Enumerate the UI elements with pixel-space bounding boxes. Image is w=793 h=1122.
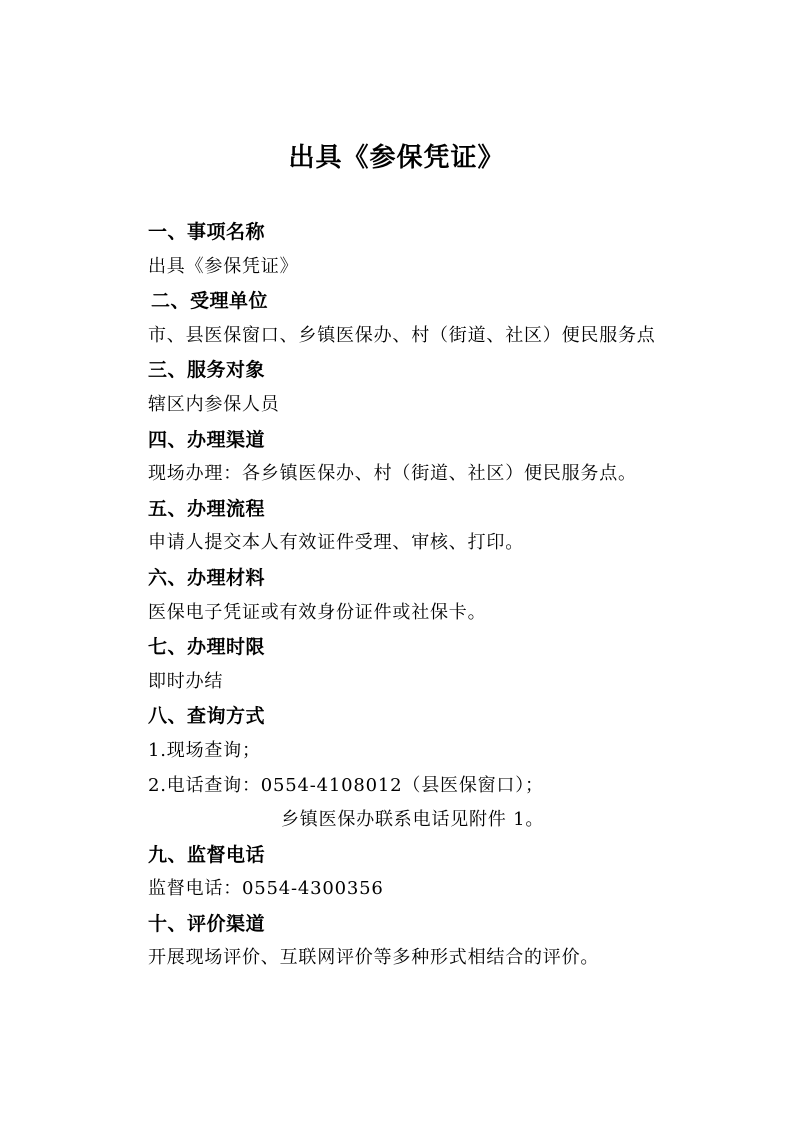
section-heading: 三、服务对象 [148,359,266,382]
document-title: 出具《参保凭证》 [288,143,505,173]
section-accepting-unit [148,284,768,353]
section-text: 现场办理：各乡镇医保办、村（街道、社区）便民服务点。 [148,463,637,485]
section-heading: 二、受理单位 [151,290,269,313]
section-process [148,492,768,561]
section-heading: 十、评价渠道 [148,912,266,935]
section-channel [148,423,768,492]
section-text: 出具《参保凭证》 [148,255,299,277]
section-heading: 七、办理时限 [148,636,266,659]
section-text: 辖区内参保人员 [148,393,280,415]
section-heading: 四、办理渠道 [148,428,266,451]
section-text: 乡镇医保办联系电话见附件 1。 [281,809,545,831]
document-body [148,215,768,976]
section-text: 申请人提交本人有效证件受理、审核、打印。 [148,532,524,554]
section-materials [148,561,768,630]
section-heading: 六、办理材料 [148,566,266,589]
section-service-target [148,353,768,422]
section-text: 监督电话：0554-4300356 [148,878,384,900]
section-evaluation [148,907,768,976]
section-text: 1.现场查询； [148,739,261,761]
section-text: 开展现场评价、互联网评价等多种形式相结合的评价。 [148,947,600,969]
section-heading: 五、办理流程 [148,497,266,520]
section-heading: 八、查询方式 [148,705,266,728]
section-heading: 九、监督电话 [148,843,266,866]
section-text: 2.电话查询：0554-4108012（县医保窗口）； [148,774,544,796]
section-item-name [148,215,768,284]
section-text: 即时办结 [148,670,224,692]
section-heading: 一、事项名称 [148,221,266,243]
section-supervision-phone [148,838,768,907]
section-inquiry [148,699,768,837]
section-time-limit [148,630,768,699]
section-text: 市、县医保窗口、乡镇医保办、村（街道、社区）便民服务点 [148,324,656,346]
section-text: 医保电子凭证或有效身份证件或社保卡。 [148,601,487,623]
